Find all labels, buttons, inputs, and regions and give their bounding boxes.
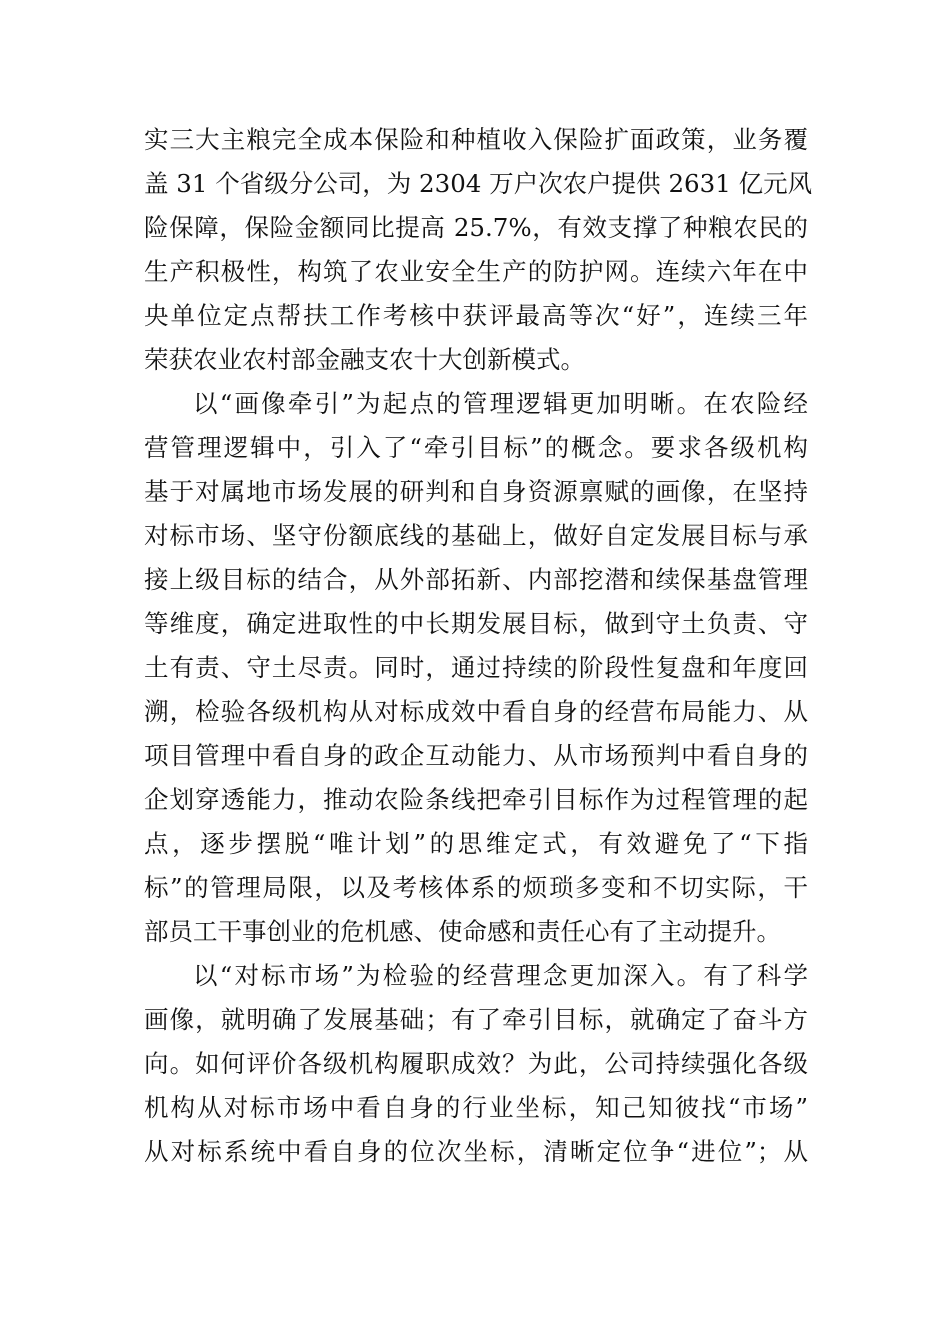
text-line: 项目管理中看自身的政企互动能力、从市场预判中看自身的 — [144, 741, 808, 770]
text-line: 盖 31 个省级分公司，为 2304 万户次农户提供 2631 亿元风 — [144, 169, 813, 198]
text-line: 部员工干事创业的危机感、使命感和责任心有了主动提升。 — [144, 917, 781, 946]
text-line: 对标市场、坚守份额底线的基础上，做好自定发展目标与承 — [144, 521, 808, 550]
text-line: 荣获农业农村部金融支农十大创新模式。 — [144, 345, 585, 374]
text-line: 接上级目标的结合，从外部拓新、内部挖潜和续保基盘管理 — [144, 565, 808, 594]
text-line: 机构从对标市场中看自身的行业坐标，知己知彼找“市场” — [144, 1093, 808, 1122]
text-line: 从对标系统中看自身的位次坐标，清晰定位争“进位”；从 — [144, 1137, 808, 1166]
text-line: 央单位定点帮扶工作考核中获评最高等次“好”，连续三年 — [144, 301, 808, 330]
text-line: 土有责、守土尽责。同时，通过持续的阶段性复盘和年度回 — [144, 653, 808, 682]
text-line: 标”的管理局限，以及考核体系的烦琐多变和不切实际，干 — [144, 873, 808, 902]
text-line: 基于对属地市场发展的研判和自身资源禀赋的画像，在坚持 — [144, 477, 808, 506]
text-line: 溯，检验各级机构从对标成效中看自身的经营布局能力、从 — [144, 697, 808, 726]
paragraph-first-line: 以“对标市场”为检验的经营理念更加深入。有了科学 — [193, 961, 808, 990]
text-line: 实三大主粮完全成本保险和种植收入保险扩面政策，业务覆 — [144, 125, 808, 154]
text-line: 向。如何评价各级机构履职成效？为此，公司持续强化各级 — [144, 1049, 808, 1078]
paragraph-first-line: 以“画像牵引”为起点的管理逻辑更加明晰。在农险经 — [193, 389, 808, 418]
text-line: 画像，就明确了发展基础；有了牵引目标，就确定了奋斗方 — [144, 1005, 808, 1034]
text-line: 营管理逻辑中，引入了“牵引目标”的概念。要求各级机构 — [144, 433, 808, 462]
text-line: 点，逐步摆脱“唯计划”的思维定式，有效避免了“下指 — [144, 829, 808, 858]
text-line: 等维度，确定进取性的中长期发展目标，做到守土负责、守 — [144, 609, 808, 638]
text-line: 生产积极性，构筑了农业安全生产的防护网。连续六年在中 — [144, 257, 808, 286]
text-line: 企划穿透能力，推动农险条线把牵引目标作为过程管理的起 — [144, 785, 808, 814]
text-line: 险保障，保险金额同比提高 25.7%，有效支撑了种粮农民的 — [144, 213, 808, 242]
